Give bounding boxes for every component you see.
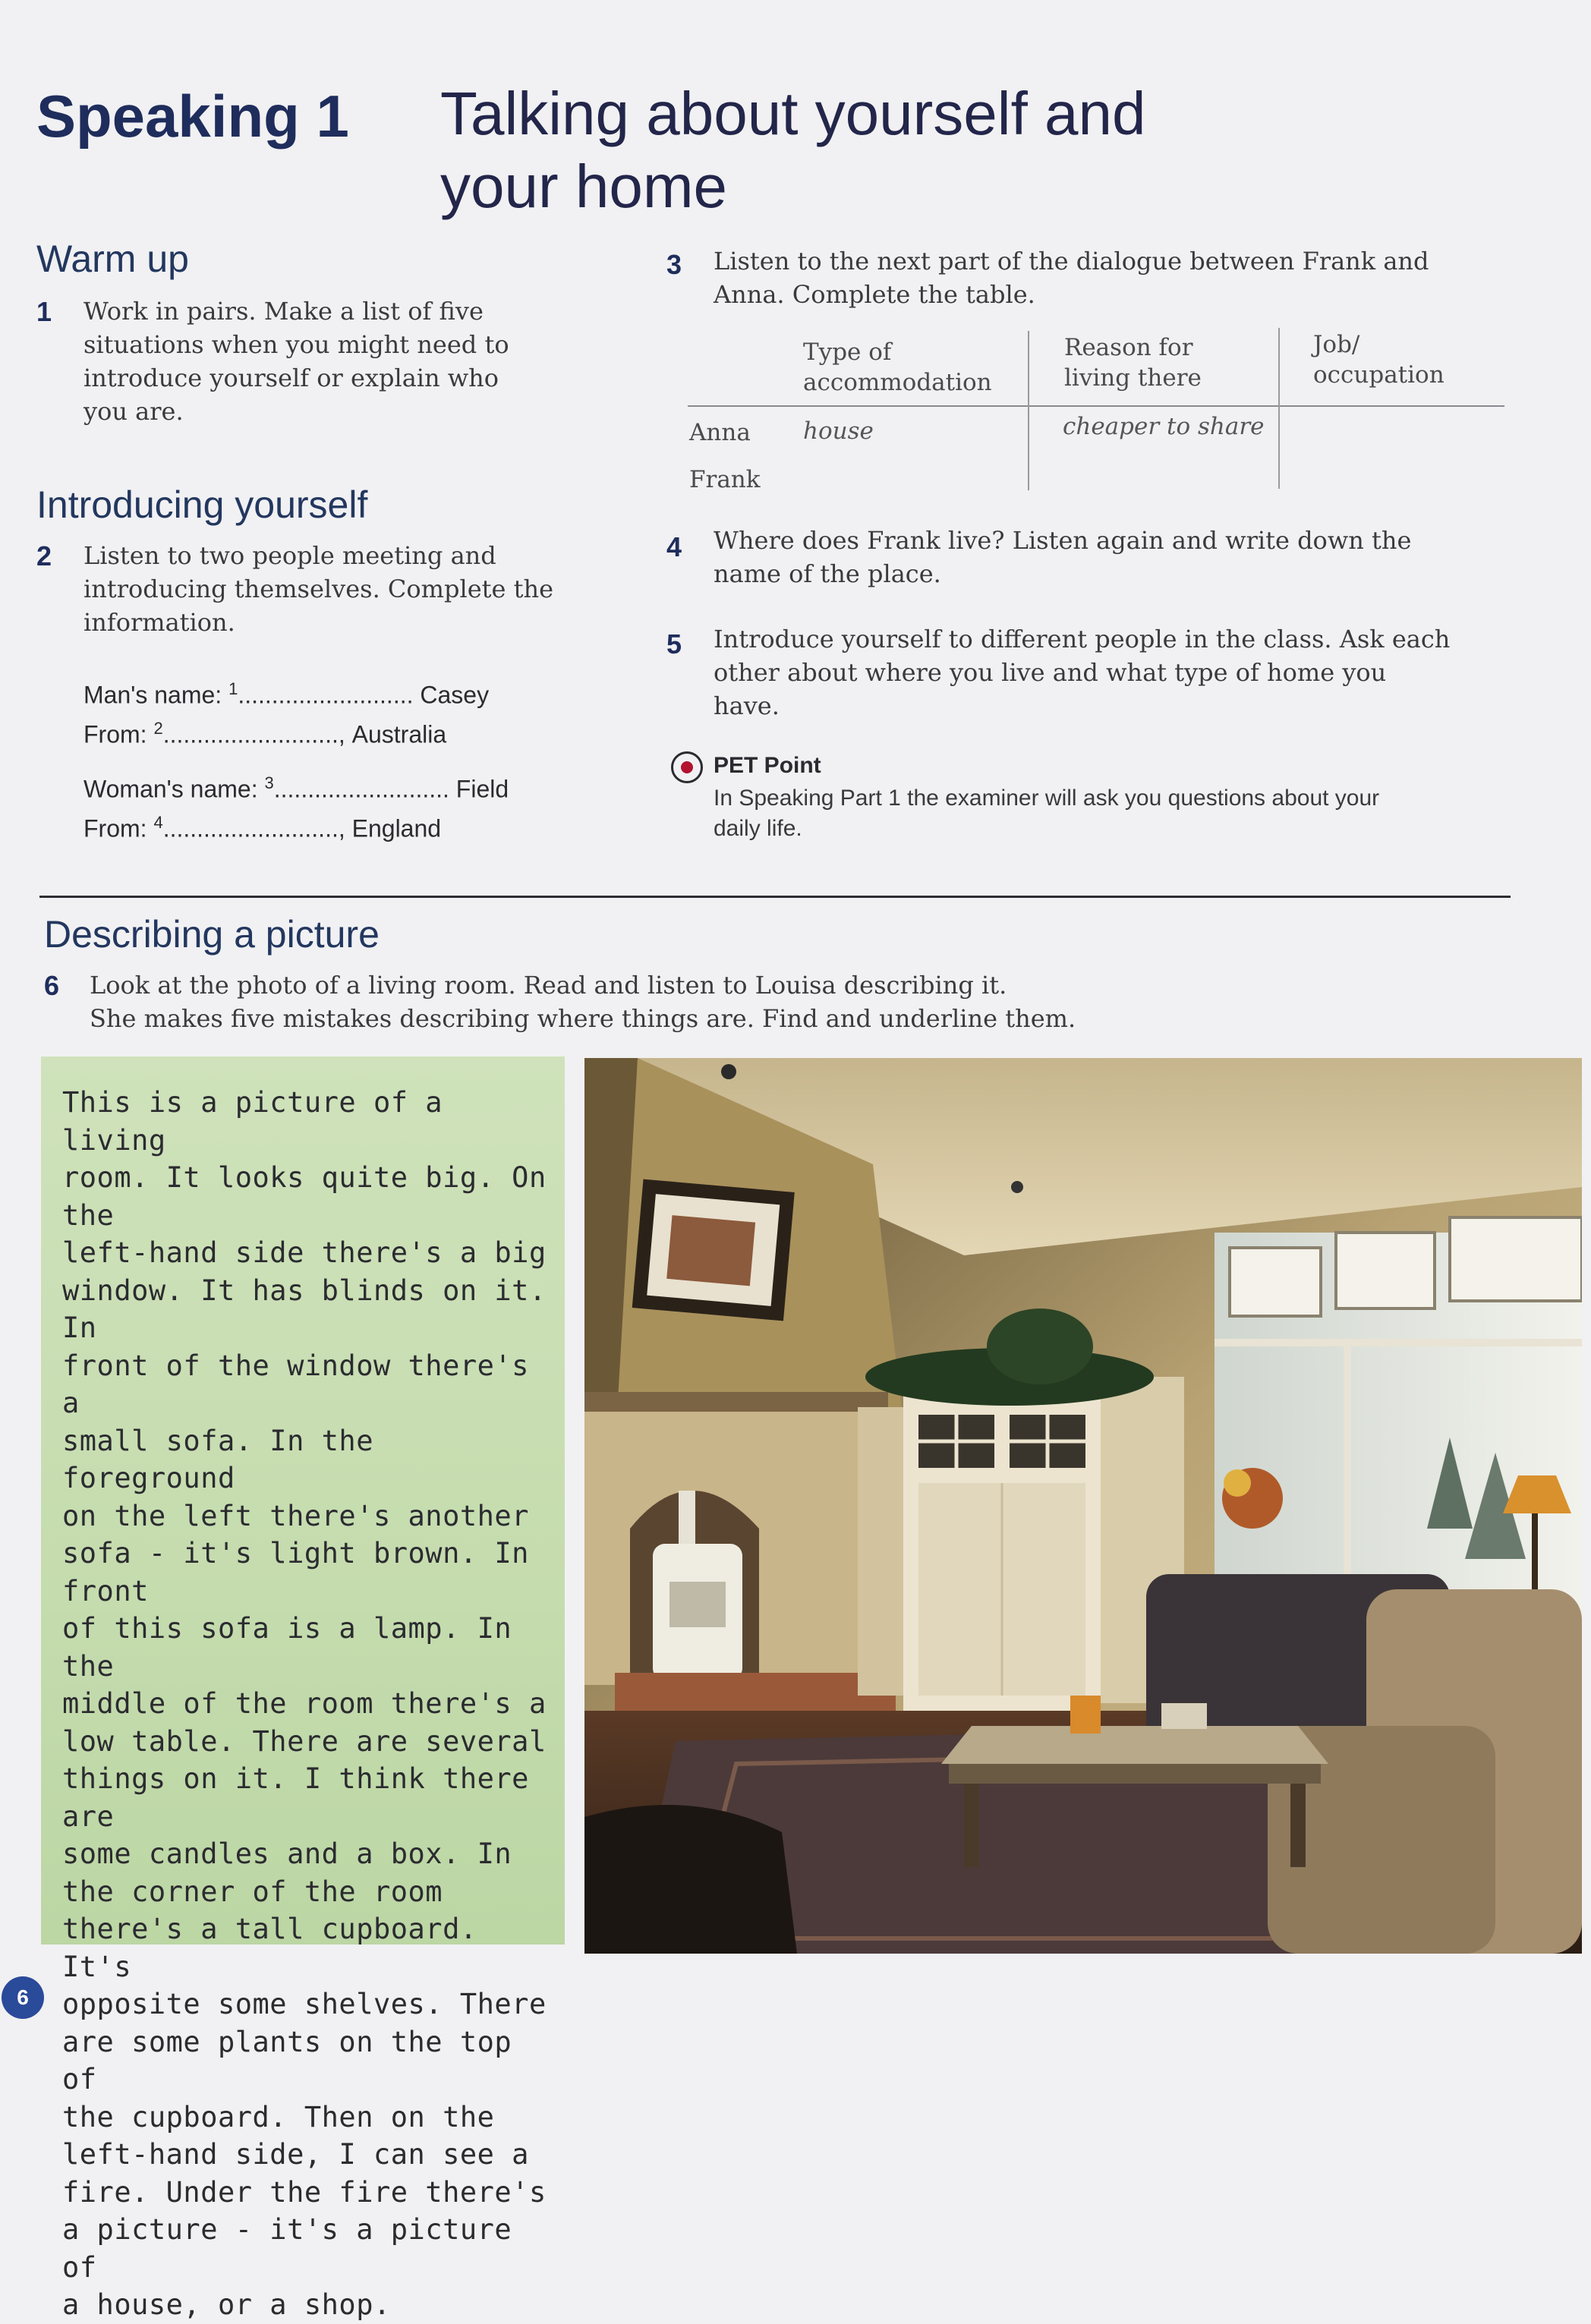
q1-number: 1 [36,296,52,327]
q1-text: Work in pairs. Make a list of five situations when you might need to introduce yourself or explain who you are. [83,297,509,426]
q4-number: 4 [666,531,682,562]
q5-number: 5 [666,628,682,660]
accommodation-table [688,328,1504,495]
row-frank-reason[interactable] [1063,461,1268,492]
header-reason: Reason for living there [1064,334,1202,392]
q2-number: 2 [36,540,52,572]
q3-text: Listen to the next part of the dialogue between Frank and Anna. Complete the table. [714,247,1429,309]
description-box [41,1057,565,2321]
table-divider [1278,328,1280,489]
page-number: 6 [2,1976,44,2019]
header-type: Type of accommodation [803,339,992,396]
q6-text: Look at the photo of a living room. Read and listen to Louisa describing it. She makes five mistakes describing where things are. Find and underline them. [90,971,1076,1033]
q2-text: Listen to two people meeting and introducing themselves. Complete the information. [83,541,554,637]
man-name-blank[interactable]: .......................... [238,681,414,709]
man-name-field: Man's name: $^1$.......................... Casey [83,679,490,709]
header-job: Job/ occupation [1313,331,1445,389]
warm-up-heading: Warm up [36,238,189,280]
man-from-field: From: $^2$.........................., Australia [83,719,447,748]
q4-text: Where does Frank live? Listen again and write down the name of the place. [714,526,1412,588]
row-anna-reason[interactable]: cheaper to share [1063,413,1265,440]
page-title-line1: Talking about yourself and [440,80,1146,147]
pet-point-text: In Speaking Part 1 the examiner will ask you questions about your daily life. [714,786,1380,841]
description-text: This is a picture of a living room. It looks quite big. On the left-hand side there's a big window. It has blinds on it. In front of the window there's a small sofa. In the foreground on the left there's another sofa - it's light brown. In front of this sofa is a lamp. In the middle of the room there's a low table. There are several things on it. I think there are some candles and a box. In the corner of the room there's a tall cupboard. It's opposite some shelves. There are some plants on the top of the cupboard. Then on the left-hand side, I can see a fire. Under the fire there's a picture - it's a picture of a house, or a shop. [62,1086,547,2321]
woman-from-blank[interactable]: .........................., [162,814,345,842]
row-frank-type[interactable] [803,463,1016,493]
q6-number: 6 [44,970,60,1001]
row-anna-name: Anna [689,419,751,446]
introducing-heading: Introducing yourself [36,483,368,526]
q5-text: Introduce yourself to different people in the class. Ask each other about where you live and what type of home you have. [714,625,1451,720]
row-anna-type[interactable]: house [803,417,874,445]
table-header-rule [688,405,1504,407]
living-room-photo [584,1058,1582,1954]
row-frank-job[interactable] [1310,458,1492,489]
unit-label: Speaking 1 [36,83,349,150]
page-title-line2: your home [440,153,727,220]
section-divider [39,896,1511,898]
pet-point-title: PET Point [714,753,821,778]
q3-number: 3 [666,249,682,280]
woman-name-blank[interactable]: .......................... [273,775,449,803]
pet-point-icon [671,751,703,783]
describing-heading: Describing a picture [44,913,380,956]
woman-from-field: From: $^4$.........................., England [83,813,442,842]
table-divider [1028,331,1029,490]
man-from-blank[interactable]: .........................., [162,720,345,748]
row-anna-job[interactable] [1310,413,1492,443]
woman-name-field: Woman's name: $^3$.......................... Field [83,773,509,803]
row-frank-name: Frank [689,466,761,493]
